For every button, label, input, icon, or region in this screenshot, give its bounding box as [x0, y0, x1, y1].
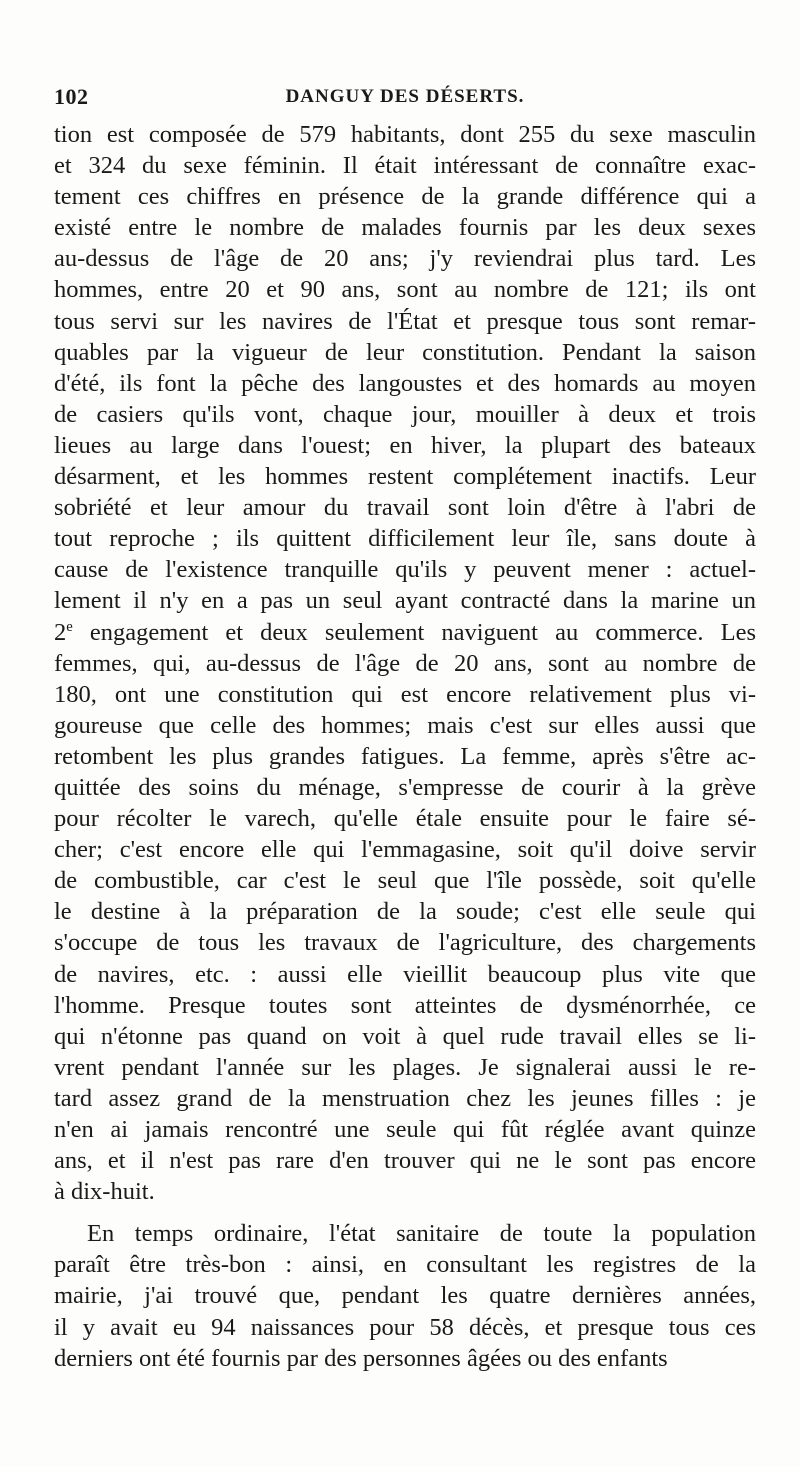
text-line: d'été, ils font la pêche des langoustes et des homards au moyen: [54, 369, 756, 397]
text-line: 180, ont une constitution qui est encore relativement plus vi-: [54, 680, 756, 708]
text-line: ans, et il n'est pas rare d'en trouver qui ne le sont pas encore: [54, 1147, 756, 1175]
text-line: tous servi sur les navires de l'État et presque tous sont remar-: [54, 307, 756, 335]
text-line: désarment, et les hommes restent complétement inactifs. Leur: [54, 463, 756, 491]
text-line: sobriété et leur amour du travail sont loin d'être à l'abri de: [54, 494, 756, 522]
ordinal-suffix: e: [66, 618, 73, 635]
text-line: qui n'étonne pas quand on voit à quel rude travail elles se li-: [54, 1022, 756, 1050]
text-line: retombent les plus grandes fatigues. La femme, après s'être ac-: [54, 742, 756, 770]
text-line: à dix-huit.: [54, 1178, 155, 1206]
text-line: le destine à la préparation de la soude; c'est elle seule qui: [54, 898, 756, 926]
text-line: vrent pendant l'année sur les plages. Je signalerai aussi le re-: [54, 1053, 756, 1081]
running-title: DANGUY DES DÉSERTS.: [285, 86, 525, 107]
text-line: quables par la vigueur de leur constitution. Pendant la saison: [54, 338, 756, 366]
text-line: de combustible, car c'est le seul que l'île possède, soit qu'elle: [54, 867, 756, 895]
text-line: il y avait eu 94 naissances pour 58 décès, et presque tous ces: [54, 1313, 756, 1341]
text-line: femmes, qui, au-dessus de l'âge de 20 ans, sont au nombre de: [54, 649, 756, 677]
text-line: En temps ordinaire, l'état sanitaire de toute la population: [87, 1220, 756, 1248]
text-line: 2e engagement et deux seulement naviguent au commerce. Les: [54, 618, 756, 646]
text-line: cher; c'est encore elle qui l'emmagasine, soit qu'il doive servir: [54, 836, 756, 864]
text-line: pour récolter le varech, qu'elle étale ensuite pour le faire sé-: [54, 805, 756, 833]
page-number: 102: [54, 84, 89, 109]
text-line: mairie, j'ai trouvé que, pendant les quatre dernières années,: [54, 1282, 756, 1310]
text-line: quittée des soins du ménage, s'empresse de courir à la grève: [54, 773, 756, 801]
text-line: s'occupe de tous les travaux de l'agriculture, des chargements: [54, 929, 756, 957]
text-line: cause de l'existence tranquille qu'ils y peuvent mener : actuel-: [54, 556, 756, 584]
text-line: et 324 du sexe féminin. Il était intéressant de connaître exac-: [54, 152, 756, 180]
ordinal-number: 2: [54, 618, 67, 646]
text-line: au-dessus de l'âge de 20 ans; j'y reviendrai plus tard. Les: [54, 245, 756, 273]
text-line: tion est composée de 579 habitants, dont 255 du sexe masculin: [54, 121, 756, 148]
text-line: hommes, entre 20 et 90 ans, sont au nombre de 121; ils ont: [54, 276, 756, 304]
text-line: paraît être très-bon : ainsi, en consultant les registres de la: [54, 1251, 756, 1279]
text-line: l'homme. Presque toutes sont atteintes de dysménorrhée, ce: [54, 991, 756, 1019]
text-line: existé entre le nombre de malades fournis par les deux sexes: [54, 214, 756, 242]
text-line: lement il n'y en a pas un seul ayant contracté dans la marine un: [54, 587, 756, 615]
text-line: derniers ont été fournis par des personnes âgées ou des enfants: [54, 1344, 668, 1372]
text-line: goureuse que celle des hommes; mais c'est sur elles aussi que: [54, 711, 756, 739]
text-line: de navires, etc. : aussi elle vieillit beaucoup plus vite que: [54, 960, 756, 988]
text-line: de casiers qu'ils vont, chaque jour, mouiller à deux et trois: [54, 400, 756, 428]
paragraph-gap: [54, 1207, 756, 1218]
paragraph-1: [54, 119, 756, 1207]
running-head: [54, 84, 756, 114]
paragraph-2: [54, 1218, 756, 1373]
body-text: [54, 119, 756, 1374]
text-line: lieues au large dans l'ouest; en hiver, la plupart des bateaux: [54, 431, 756, 459]
text-line: tout reproche ; ils quittent difficilement leur île, sans doute à: [54, 525, 756, 553]
text-line: tement ces chiffres en présence de la grande différence qui a: [54, 183, 756, 211]
text-line: n'en ai jamais rencontré une seule qui fût réglée avant quinze: [54, 1116, 756, 1143]
text-line: tard assez grand de la menstruation chez les jeunes filles : je: [54, 1084, 756, 1112]
